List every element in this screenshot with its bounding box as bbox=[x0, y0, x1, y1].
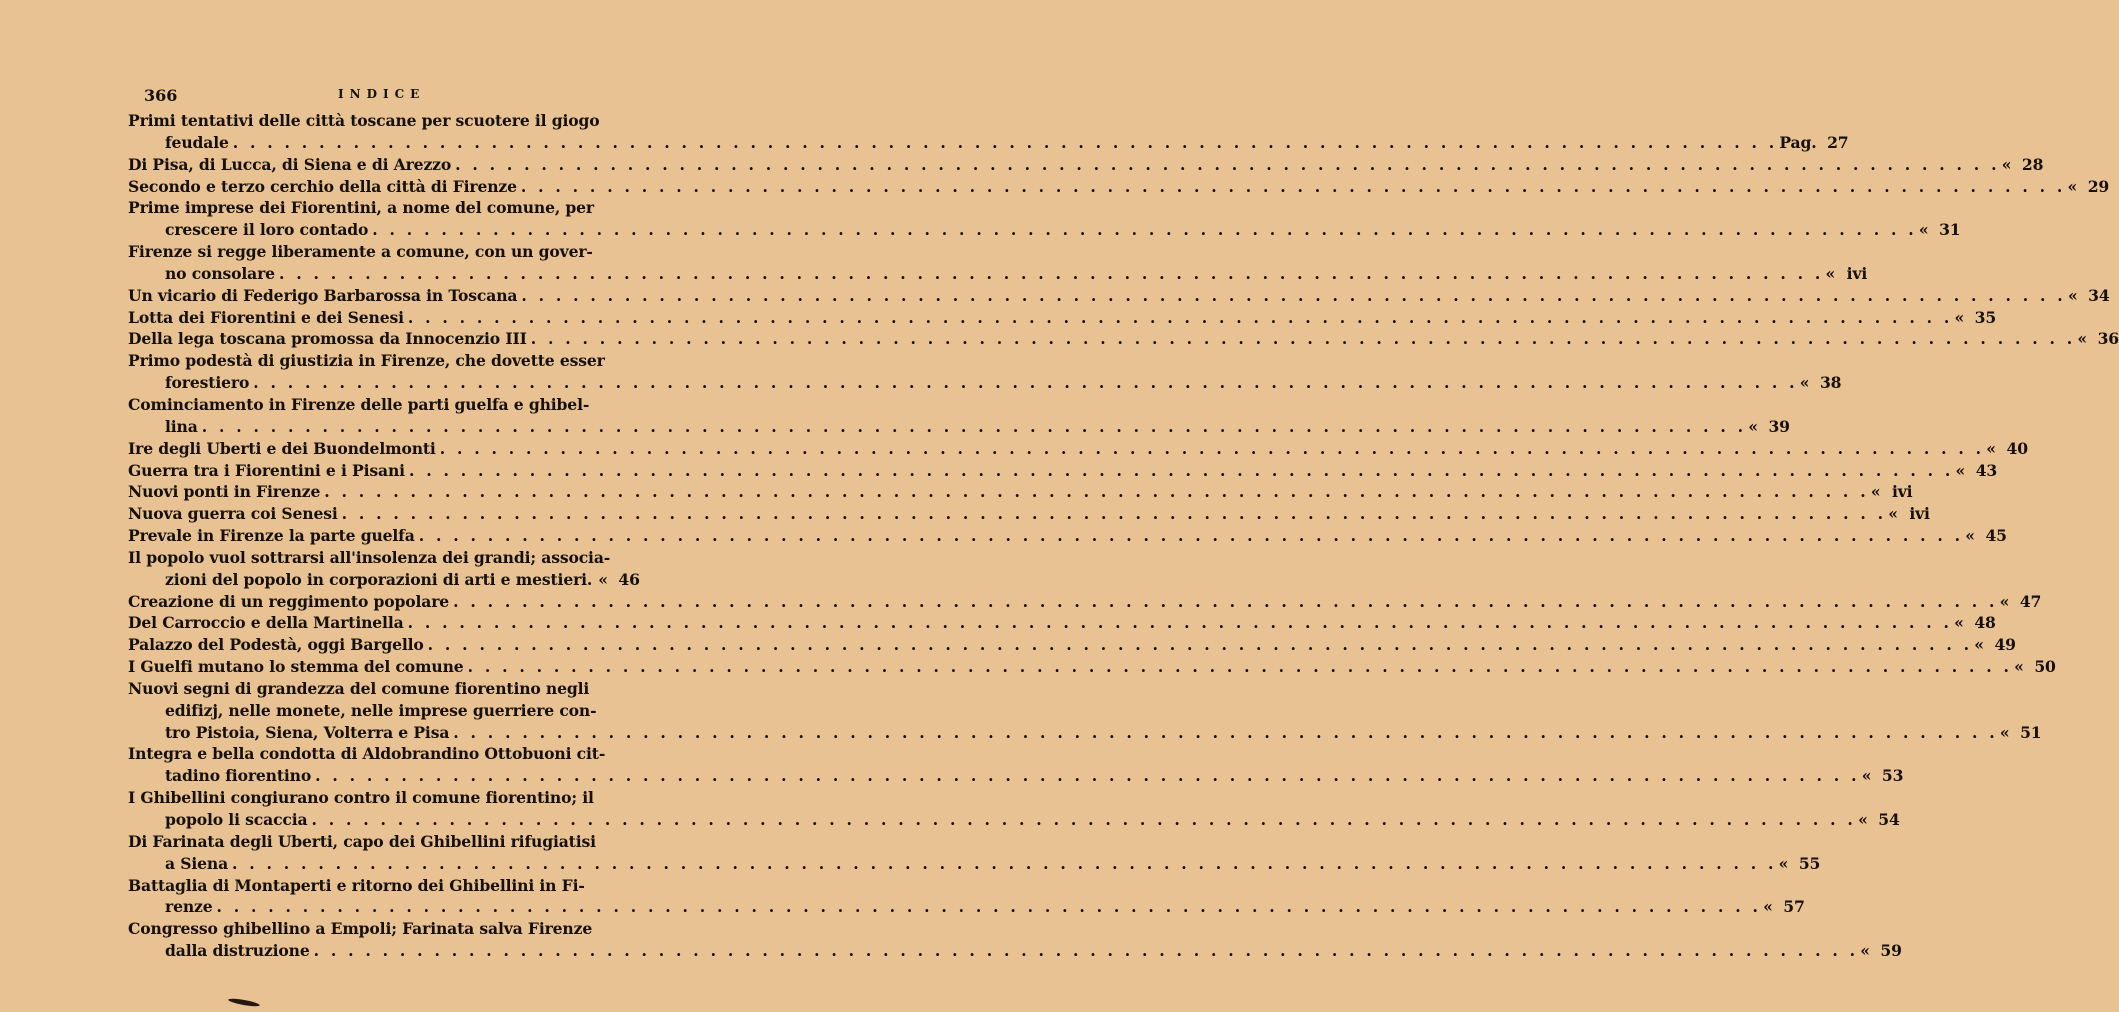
index-entry bbox=[128, 787, 1900, 831]
entry-page-number: ivi bbox=[1846, 263, 1868, 283]
dot-leader: . . . . . . . . . . . . . . . . . . . . . . . . . . . . . . . . . . . . . . . . . . . . . . . . . . . . . . . . . . . . . . . . . . . . . . . . . . . . . . . . . . . . . . . . . . bbox=[453, 591, 1998, 611]
dot-leader: . . . . . . . . . . . . . . . . . . . . . . . . . . . . . . . . . . . . . . . . . . . . . . . . . . . . . . . . . . . . . . . . . . . . . . . . . . . . . . . . . . . . . . . . . . bbox=[278, 263, 1824, 283]
entry-text: Prevale in Firenze la parte guelfa bbox=[128, 526, 415, 546]
page-reference-mark: « bbox=[1778, 853, 1789, 873]
dot-leader: . . . . . . . . . . . . . . . . . . . . . . . . . . . . . . . . . . . . . . . . . . . . . . . . . . . . . . . . . . . . . . . . . . . . . . . . . . . . . . . . . . . . . . . . . . bbox=[521, 285, 2066, 305]
index-entry bbox=[128, 197, 1961, 241]
entry-line bbox=[128, 350, 616, 372]
entry-line bbox=[128, 831, 616, 853]
dot-leader: . . . . . . . . . . . . . . . . . . . . . . . . . . . . . . . . . . . . . . . . . . . . . . . . . . . . . . . . . . . . . . . . . . . . . . . . . . . . . . . . . . . . . . . . . . bbox=[408, 460, 1954, 480]
entry-line bbox=[128, 438, 2028, 460]
entry-text: Ire degli Uberti e dei Buondelmonti bbox=[128, 438, 436, 458]
entry-text: Del Carroccio e della Martinella bbox=[128, 613, 404, 633]
index-entry bbox=[128, 831, 1821, 875]
entry-line bbox=[128, 503, 1930, 525]
entry-text: feudale bbox=[165, 132, 229, 152]
entry-line bbox=[128, 809, 1900, 831]
entry-page-number: 47 bbox=[2019, 591, 2042, 611]
entry-line bbox=[128, 176, 2110, 198]
entry-text: Di Farinata degli Uberti, capo dei Ghibellini rifugiatisi bbox=[128, 831, 596, 851]
index-entry bbox=[128, 438, 2028, 460]
index-entry bbox=[128, 307, 1997, 329]
entry-text: Primo podestà di giustizia in Firenze, che dovette esser bbox=[128, 351, 605, 371]
entry-line bbox=[128, 918, 616, 940]
entry-text: a Siena bbox=[165, 853, 229, 873]
page-reference-mark: « bbox=[1955, 460, 1966, 480]
entry-text: tro Pistoia, Siena, Volterra e Pisa bbox=[165, 722, 450, 742]
page-reference-mark: « bbox=[598, 569, 608, 589]
entry-line bbox=[128, 743, 616, 765]
entry-text: Creazione di un reggimento popolare bbox=[128, 591, 450, 611]
index-entry bbox=[128, 656, 2056, 678]
entry-text: popolo li scaccia bbox=[165, 810, 308, 829]
entry-page-number: 51 bbox=[2020, 722, 2042, 742]
index-entry bbox=[128, 678, 2042, 744]
entry-text: Nuovi ponti in Firenze bbox=[128, 482, 321, 502]
entry-text: Lotta dei Fiorentini e dei Senesi bbox=[128, 307, 404, 327]
dot-leader: . . . . . . . . . . . . . . . . . . . . . . . . . . . . . . . . . . . . . . . . . . . . . . . . . . . . . . . . . . . . . . . . . . . . . . . . . . . . . . . . . . . . . . . . . . bbox=[232, 853, 1777, 873]
entry-text: Congresso ghibellino a Empoli; Farinata salva Firenze bbox=[128, 919, 593, 939]
dot-leader: . . . . . . . . . . . . . . . . . . . . . . . . . . . . . . . . . . . . . . . . . . . . . . . . . . . . . . . . . . . . . . . . . . . . . . . . . . . . . . . . . . . . . . . . . . bbox=[439, 438, 1985, 458]
page-reference-mark: « bbox=[1748, 416, 1758, 436]
dot-leader: . . . . . . . . . . . . . . . . . . . . . . . . . . . . . . . . . . . . . . . . . . . . . . . . . . . . . . . . . . . . . . . . . . . . . . . . . . . . . . . . . . . . . . . . . . bbox=[201, 416, 1747, 436]
entry-text: Secondo e terzo cerchio della città di Firenze bbox=[128, 176, 517, 196]
entry-line bbox=[128, 416, 1790, 438]
entry-text: Della lega toscana promossa da Innocenzio III bbox=[128, 329, 527, 349]
entry-text: crescere il loro contado bbox=[165, 220, 369, 240]
entry-text: edifizj, nelle monete, nelle imprese guerriere con- bbox=[165, 700, 597, 720]
page-reference-mark: « bbox=[2077, 329, 2087, 349]
entry-line bbox=[128, 547, 616, 569]
page-reference-mark: « bbox=[1965, 526, 1975, 546]
index-entry bbox=[128, 154, 2044, 176]
page-reference-mark: « bbox=[1860, 941, 1870, 961]
dot-leader: . . . . . . . . . . . . . . . . . . . . . . . . . . . . . . . . . . . . . . . . . . . . . . . . . . . . . . . . . . . . . . . . . . . . . . . . . . . . . . . . . . . . . . . . . . bbox=[315, 766, 1860, 786]
index-entry bbox=[128, 460, 1998, 482]
page-reference-mark: « bbox=[1858, 810, 1868, 829]
page-reference-mark: « bbox=[1799, 373, 1810, 393]
index-entry bbox=[128, 481, 1913, 503]
entry-page-number: 46 bbox=[618, 569, 640, 589]
page-reference-mark: « bbox=[1825, 263, 1836, 283]
index-entry bbox=[128, 918, 1902, 962]
page-reference-mark: « bbox=[1870, 482, 1881, 502]
dot-leader: . . . . . . . . . . . . . . . . . . . . . . . . . . . . . . . . . . . . . . . . . . . . . . . . . . . . . . . . . . . . . . . . . . . . . . . . . . . . . . . . . . . . . . . . . . bbox=[427, 635, 1973, 655]
index-page bbox=[128, 86, 2119, 962]
entry-page-number: 43 bbox=[1975, 460, 1998, 480]
entry-line bbox=[128, 787, 616, 809]
entry-line bbox=[128, 722, 2042, 744]
page-reference-mark: « bbox=[1763, 897, 1773, 917]
index-entry bbox=[128, 328, 2119, 350]
index-entry bbox=[128, 591, 2042, 613]
entry-line bbox=[128, 241, 616, 263]
entry-line bbox=[128, 154, 2044, 176]
entry-line bbox=[128, 110, 616, 132]
index-entry bbox=[128, 743, 1904, 787]
page-reference-mark: « bbox=[2067, 176, 2078, 196]
index-entry bbox=[128, 176, 2110, 198]
entry-text: Nuovi segni di grandezza del comune fiorentino negli bbox=[128, 678, 590, 698]
dot-leader: . . . . . . . . . . . . . . . . . . . . . . . . . . . . . . . . . . . . . . . . . . . . . . . . . . . . . . . . . . . . . . . . . . . . . . . . . . . . . . . . . . . . . . . . . . bbox=[313, 941, 1859, 961]
entry-line bbox=[128, 700, 616, 722]
page-reference-mark: « bbox=[2014, 657, 2024, 677]
dot-leader: . . . . . . . . . . . . . . . . . . . . . . . . . . . . . . . . . . . . . . . . . . . . . . . . . . . . . . . . . . . . . . . . . . . . . . . . . . . . . . . . . . . . . . . . . . bbox=[453, 722, 1998, 742]
entry-page-number: 28 bbox=[2021, 154, 2044, 174]
entry-line bbox=[128, 765, 1904, 787]
entry-line bbox=[128, 896, 1805, 918]
entry-line bbox=[128, 132, 1849, 154]
page-reference-mark: « bbox=[2001, 154, 2012, 174]
index-entry bbox=[128, 612, 1996, 634]
dot-leader: . . . . . . . . . . . . . . . . . . . . . . . . . . . . . . . . . . . . . . . . . . . . . . . . . . . . . . . . . . . . . . . . . . . . . . . . . . . . . . . . . . . . . . . . . . bbox=[324, 482, 1869, 502]
page-number: 366 bbox=[144, 86, 178, 105]
dot-leader: . . . . . . . . . . . . . . . . . . . . . . . . . . . . . . . . . . . . . . . . . . . . . . . . . . . . . . . . . . . . . . . . . . . . . . . . . . . . . . . . . . . . . . . . . . bbox=[530, 329, 2076, 349]
dot-leader: . . . . . . . . . . . . . . . . . . . . . . . . . . . . . . . . . . . . . . . . . . . . . . . . . . . . . . . . . . . . . . . . . . . . . . . . . . . . . . . . . . . . . . . . . . bbox=[216, 897, 1762, 917]
page-reference-mark: « bbox=[1999, 591, 2010, 611]
ink-smudge bbox=[228, 997, 260, 1007]
page-reference-mark: « bbox=[1974, 635, 1984, 655]
page-reference-mark: « bbox=[2067, 285, 2078, 305]
entry-text: Primi tentativi delle città toscane per scuotere il giogo bbox=[128, 111, 600, 130]
entry-line bbox=[128, 307, 1997, 329]
index-entry bbox=[128, 285, 2110, 307]
entry-text: I Guelfi mutano lo stemma del comune bbox=[128, 657, 464, 677]
entry-text: Cominciamento in Firenze delle parti guelfa e ghibel- bbox=[128, 394, 590, 414]
entry-line bbox=[128, 612, 1996, 634]
entry-text: Un vicario di Federigo Barbarossa in Toscana bbox=[128, 285, 518, 305]
entry-text: Battaglia di Montaperti e ritorno dei Ghibellini in Fi- bbox=[128, 875, 585, 895]
entry-text: Il popolo vuol sottrarsi all'insolenza dei grandi; associa- bbox=[128, 547, 611, 567]
dot-leader: . . . . . . . . . . . . . . . . . . . . . . . . . . . . . . . . . . . . . . . . . . . . . . . . . . . . . . . . . . . . . . . . . . . . . . . . . . . . . . . . . . . . . . . . . . bbox=[467, 657, 2013, 677]
page-reference-mark: Pag. bbox=[1779, 132, 1817, 152]
entry-page-number: 38 bbox=[1819, 373, 1842, 393]
dot-leader: . . . . . . . . . . . . . . . . . . . . . . . . . . . . . . . . . . . . . . . . . . . . . . . . . . . . . . . . . . . . . . . . . . . . . . . . . . . . . . . . . . . . . . . . . . bbox=[407, 613, 1953, 633]
index-entry bbox=[128, 503, 1930, 525]
entry-page-number: 54 bbox=[1878, 810, 1900, 829]
dot-leader: . . . . . . . . . . . . . . . . . . . . . . . . . . . . . . . . . . . . . . . . . . . . . . . . . . . . . . . . . . . . . . . . . . . . . . . . . . . . . . . . . . . . . . . . . . bbox=[520, 176, 2066, 196]
entry-text: I Ghibellini congiurano contro il comune fiorentino; il bbox=[128, 788, 594, 808]
entry-line bbox=[128, 394, 616, 416]
entry-text: renze bbox=[165, 897, 213, 917]
entry-page-number: 48 bbox=[1974, 613, 1996, 633]
entry-line bbox=[128, 263, 1868, 285]
entry-text: Nuova guerra coi Senesi bbox=[128, 504, 338, 524]
dot-leader: . . . . . . . . . . . . . . . . . . . . . . . . . . . . . . . . . . . . . . . . . . . . . . . . . . . . . . . . . . . . . . . . . . . . . . . . . . . . . . . . . . . . . . . . . . bbox=[418, 526, 1964, 546]
entry-text: Guerra tra i Fiorentini e i Pisani bbox=[128, 460, 405, 480]
entry-page-number: 29 bbox=[2087, 176, 2110, 196]
entry-text: Di Pisa, di Lucca, di Siena e di Arezzo bbox=[128, 154, 452, 174]
entry-line bbox=[128, 678, 616, 700]
index-entry bbox=[128, 110, 1849, 154]
entry-text: Prime imprese dei Fiorentini, a nome del comune, per bbox=[128, 198, 594, 218]
entry-line bbox=[128, 525, 2007, 547]
entry-page-number: ivi bbox=[1891, 482, 1913, 502]
entry-page-number: 45 bbox=[1985, 526, 2007, 546]
page-reference-mark: « bbox=[1888, 504, 1898, 524]
index-entry bbox=[128, 525, 2007, 547]
index-entries bbox=[128, 110, 2119, 962]
page-reference-mark: « bbox=[1986, 438, 1996, 458]
entry-page-number: 35 bbox=[1974, 307, 1997, 327]
entry-text: Palazzo del Podestà, oggi Bargello bbox=[128, 635, 424, 655]
entry-line bbox=[128, 481, 1913, 503]
entry-line bbox=[128, 940, 1902, 962]
entry-page-number: 39 bbox=[1768, 416, 1790, 436]
index-entry bbox=[128, 875, 1805, 919]
page-reference-mark: « bbox=[1918, 220, 1929, 240]
entry-line bbox=[128, 197, 616, 219]
entry-text: forestiero bbox=[165, 373, 250, 393]
entry-page-number: 55 bbox=[1798, 853, 1821, 873]
index-entry bbox=[128, 547, 640, 591]
entry-line bbox=[128, 853, 1821, 875]
page-title: INDICE bbox=[338, 87, 426, 101]
dot-leader: . . . . . . . . . . . . . . . . . . . . . . . . . . . . . . . . . . . . . . . . . . . . . . . . . . . . . . . . . . . . . . . . . . . . . . . . . . . . . . . . . . . . . . . . . . bbox=[455, 154, 2000, 174]
entry-line bbox=[128, 569, 640, 591]
entry-line bbox=[128, 875, 616, 897]
entry-page-number: 57 bbox=[1783, 897, 1805, 917]
entry-page-number: 36 bbox=[2097, 329, 2119, 349]
entry-line bbox=[128, 285, 2110, 307]
dot-leader: . . . . . . . . . . . . . . . . . . . . . . . . . . . . . . . . . . . . . . . . . . . . . . . . . . . . . . . . . . . . . . . . . . . . . . . . . . . . . . . . . . . . . . . . . . bbox=[232, 132, 1778, 152]
entry-page-number: 53 bbox=[1881, 766, 1904, 786]
entry-line bbox=[128, 219, 1961, 241]
entry-page-number: 49 bbox=[1994, 635, 2016, 655]
index-entry bbox=[128, 634, 2016, 656]
page-header bbox=[128, 86, 616, 110]
entry-page-number: 50 bbox=[2034, 657, 2056, 677]
entry-text: no consolare bbox=[165, 263, 275, 283]
index-entry bbox=[128, 394, 1790, 438]
entry-line bbox=[128, 460, 1998, 482]
entry-page-number: 59 bbox=[1880, 941, 1902, 961]
index-entry bbox=[128, 350, 1842, 394]
entry-page-number: 27 bbox=[1827, 132, 1849, 152]
dot-leader: . . . . . . . . . . . . . . . . . . . . . . . . . . . . . . . . . . . . . . . . . . . . . . . . . . . . . . . . . . . . . . . . . . . . . . . . . . . . . . . . . . . . . . . . . . bbox=[407, 307, 1953, 327]
entry-line bbox=[128, 656, 2056, 678]
page-reference-mark: « bbox=[1954, 613, 1964, 633]
entry-line bbox=[128, 372, 1842, 394]
dot-leader: . . . . . . . . . . . . . . . . . . . . . . . . . . . . . . . . . . . . . . . . . . . . . . . . . . . . . . . . . . . . . . . . . . . . . . . . . . . . . . . . . . . . . . . . . . bbox=[253, 373, 1798, 393]
entry-text: dalla distruzione bbox=[165, 941, 310, 961]
entry-page-number: 40 bbox=[2006, 438, 2028, 458]
entry-line bbox=[128, 328, 2119, 350]
index-entry bbox=[128, 241, 1868, 285]
dot-leader: . . . . . . . . . . . . . . . . . . . . . . . . . . . . . . . . . . . . . . . . . . . . . . . . . . . . . . . . . . . . . . . . . . . . . . . . . . . . . . . . . . . . . . . . . . bbox=[341, 504, 1887, 524]
entry-text: tadino fiorentino bbox=[165, 766, 312, 786]
entry-line bbox=[128, 634, 2016, 656]
dot-leader: . . . . . . . . . . . . . . . . . . . . . . . . . . . . . . . . . . . . . . . . . . . . . . . . . . . . . . . . . . . . . . . . . . . . . . . . . . . . . . . . . . . . . . . . . . bbox=[311, 810, 1857, 829]
entry-page-number: ivi bbox=[1909, 504, 1930, 524]
page-reference-mark: « bbox=[1954, 307, 1965, 327]
entry-line bbox=[128, 591, 2042, 613]
page-reference-mark: « bbox=[1999, 722, 2010, 742]
dot-leader: . . . . . . . . . . . . . . . . . . . . . . . . . . . . . . . . . . . . . . . . . . . . . . . . . . . . . . . . . . . . . . . . . . . . . . . . . . . . . . . . . . . . . . . . . . bbox=[372, 220, 1917, 240]
entry-page-number: 31 bbox=[1939, 220, 1961, 240]
entry-text: zioni del popolo in corporazioni di arti e mestieri. bbox=[165, 569, 593, 589]
entry-text: Firenze si regge liberamente a comune, con un gover- bbox=[128, 242, 593, 262]
page-reference-mark: « bbox=[1861, 766, 1872, 786]
entry-text: Integra e bella condotta di Aldobrandino Ottobuoni cit- bbox=[128, 744, 606, 764]
entry-text: lina bbox=[165, 416, 198, 436]
entry-page-number: 34 bbox=[2088, 285, 2110, 305]
